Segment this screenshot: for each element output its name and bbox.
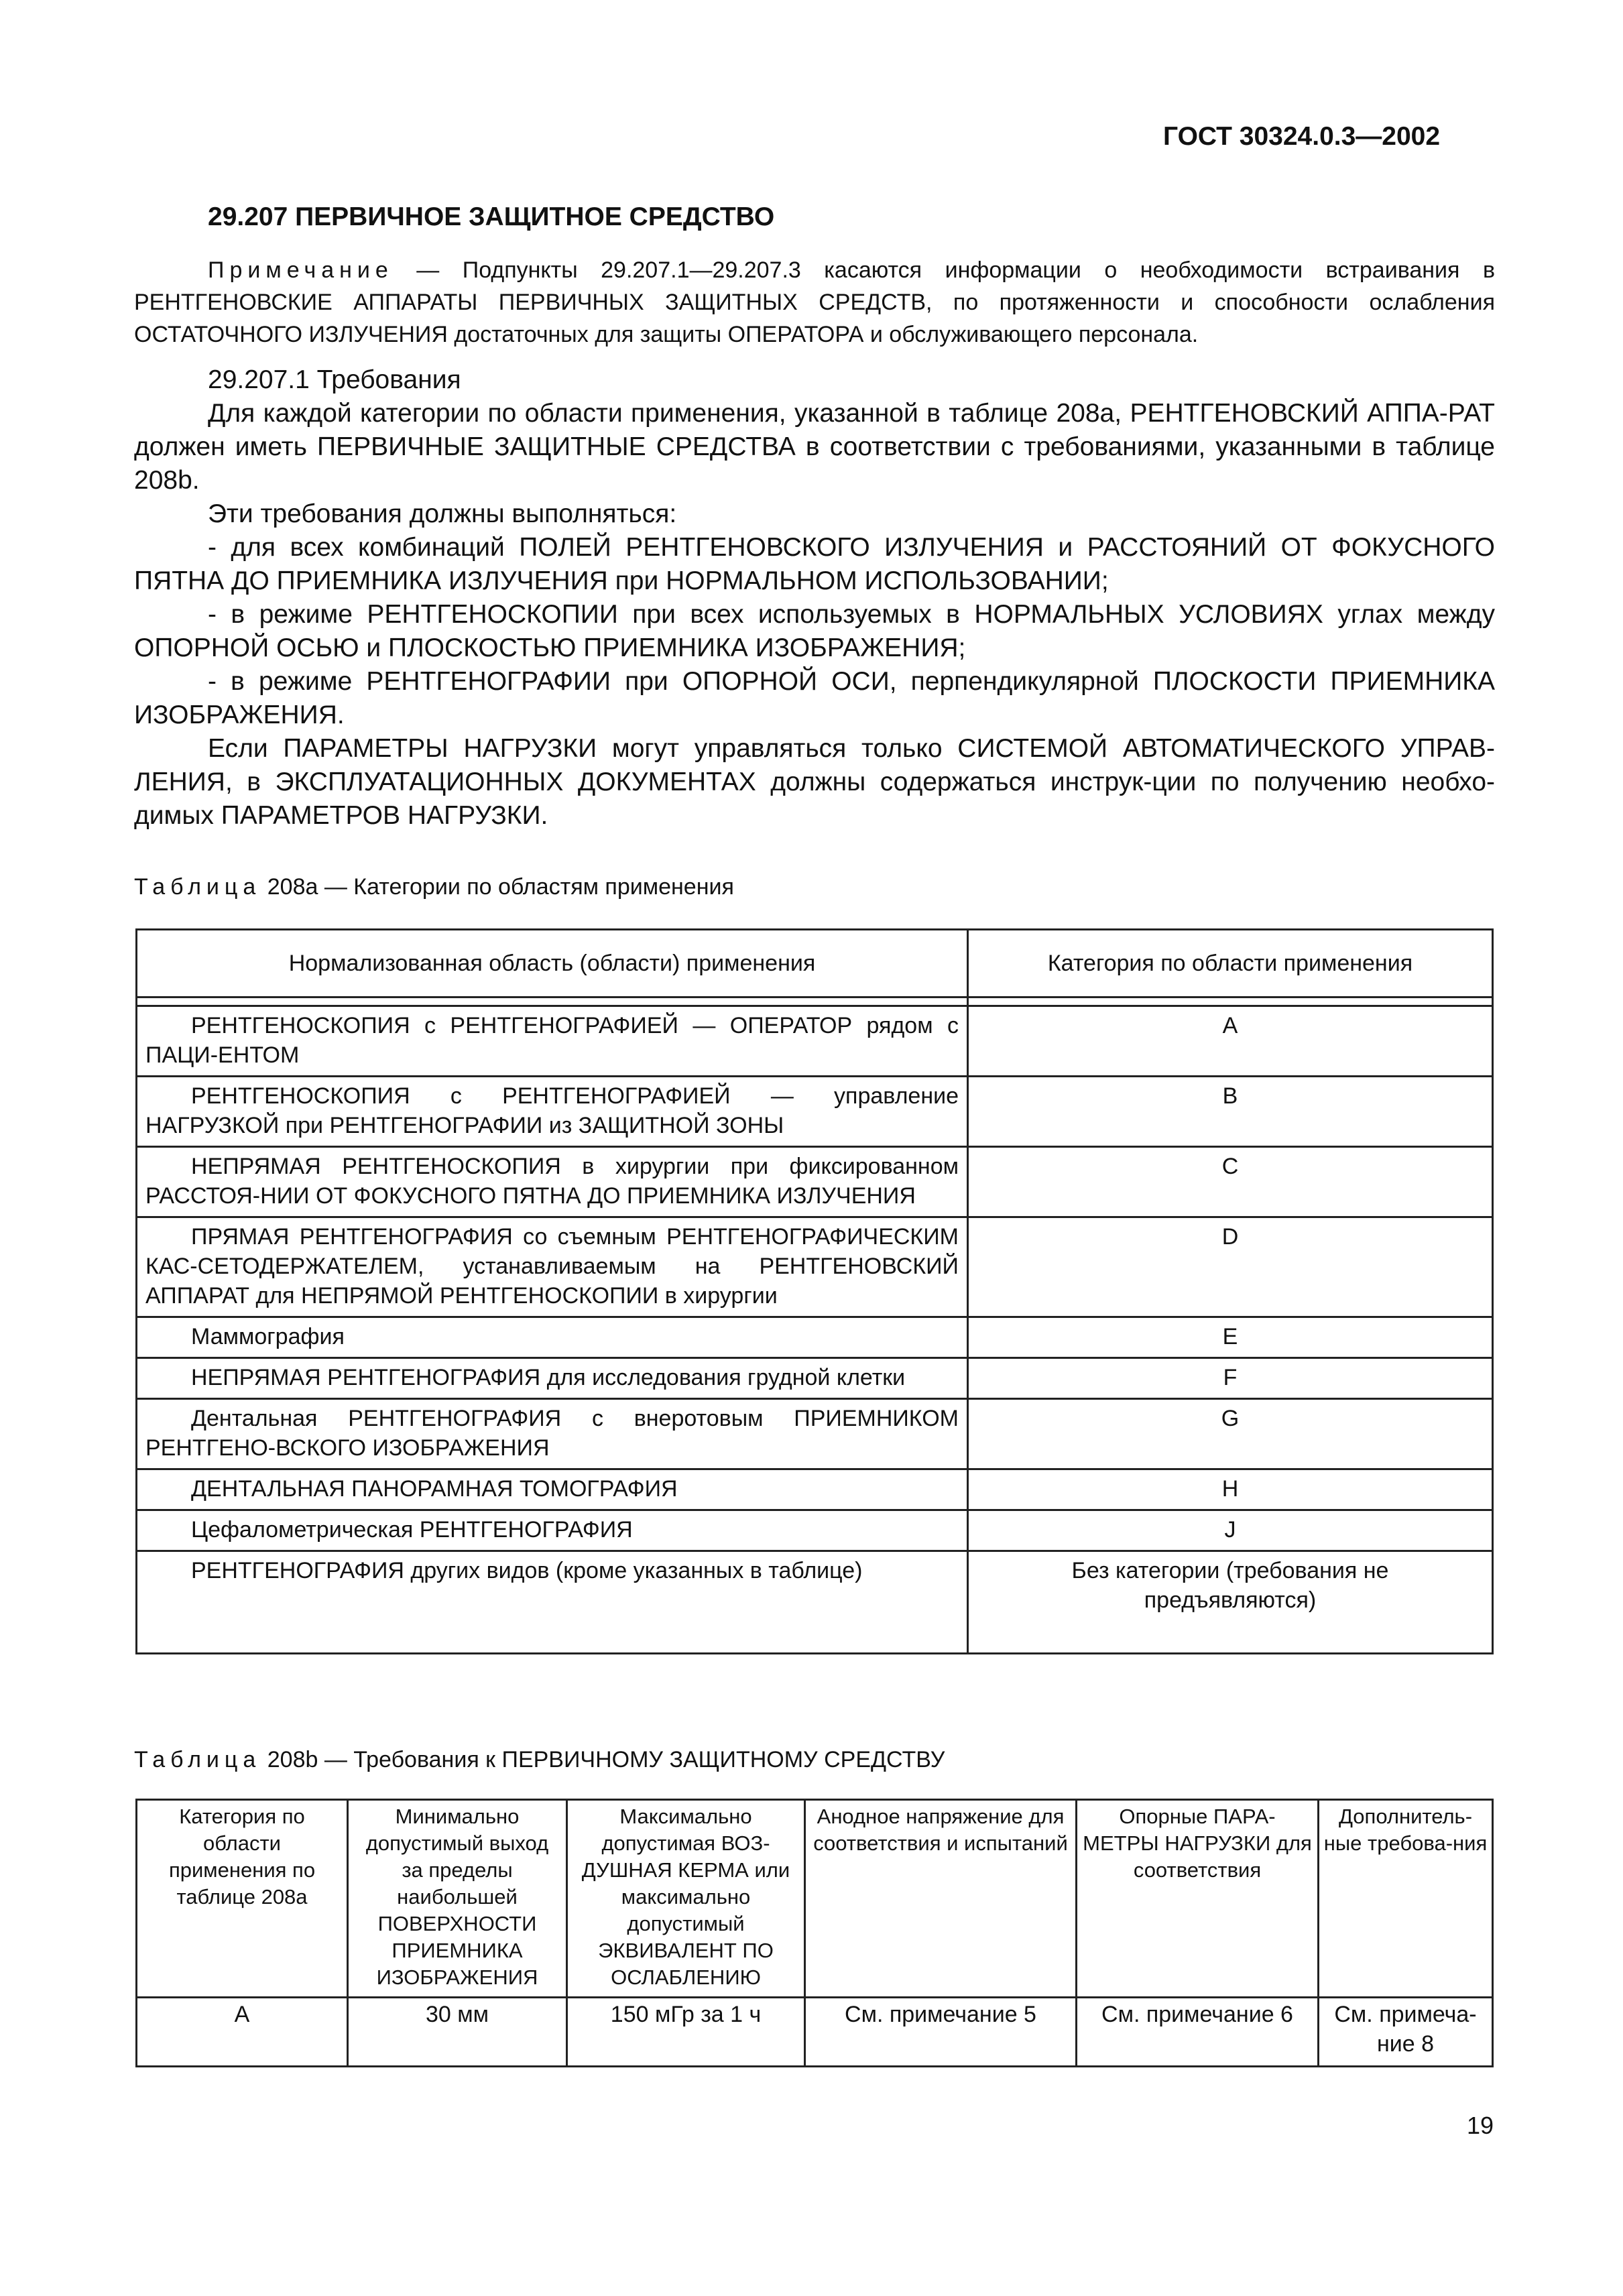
document-id: ГОСТ 30324.0.3—2002: [1163, 122, 1441, 151]
table-cell: Дентальная РЕНТГЕНОГРАФИЯ с внеротовым ПРИЕМНИКОМ РЕНТГЕНО-ВСКОГО ИЗОБРАЖЕНИЯ: [137, 1399, 968, 1469]
table-208b: [135, 1799, 1494, 2067]
body-list-item: - в режиме РЕНТГЕНОСКОПИИ при всех используемых в НОРМАЛЬНЫХ УСЛОВИЯХ углах между ОПОРНОЙ ОСЬЮ и ПЛОСКОСТЬЮ ПРИЕМНИКА ИЗОБРАЖЕНИЯ;: [134, 600, 1495, 662]
table-cell: ДЕНТАЛЬНАЯ ПАНОРАМНАЯ ТОМОГРАФИЯ: [137, 1469, 968, 1510]
table-row: [137, 1217, 1493, 1317]
table-b-caption-text: 208b — Требования к ПЕРВИЧНОМУ ЗАЩИТНОМУ СРЕДСТВУ: [261, 1747, 945, 1772]
table-cell: С: [968, 1147, 1493, 1217]
table-header-cell: Максимально допустимая ВОЗ-ДУШНАЯ КЕРМА или максимально допустимый ЭКВИВАЛЕНТ ПО ОСЛАБЛЕНИЮ: [567, 1800, 805, 1998]
table-cell: G: [968, 1399, 1493, 1469]
table-b-caption-lead: Таблица: [134, 1747, 261, 1772]
body-paragraph: Для каждой категории по области применения, указанной в таблице 208а, РЕНТГЕНОВСКИЙ АППА-РАТ должен иметь ПЕРВИЧНЫЕ ЗАЩИТНЫЕ СРЕДСТВА в соответствии с требованиями, указанными в таблице 208b.: [134, 399, 1495, 495]
note-paragraph: [134, 254, 1495, 351]
table-header-cell: Опорные ПАРА-МЕТРЫ НАГРУЗКИ для соответствия: [1077, 1800, 1319, 1998]
table-header-cell: Дополнитель-ные требова-ния: [1319, 1800, 1493, 1998]
table-row: [137, 1551, 1493, 1654]
table-cell: Е: [968, 1317, 1493, 1358]
body-text: [134, 363, 1495, 833]
subsection-heading: 29.207.1 Требования: [208, 365, 461, 394]
table-row: [137, 1358, 1493, 1399]
table-cell: J: [968, 1510, 1493, 1551]
table-b-caption: [134, 1747, 945, 1773]
section-title: 29.207 ПЕРВИЧНОЕ ЗАЩИТНОЕ СРЕДСТВО: [208, 202, 775, 231]
table-row: [137, 1469, 1493, 1510]
table-header-cell: Минимально допустимый выход за пределы наибольшей ПОВЕРХНОСТИ ПРИЕМНИКА ИЗОБРАЖЕНИЯ: [348, 1800, 567, 1998]
table-header-cell: Категория по области применения: [968, 930, 1493, 998]
table-cell: НЕПРЯМАЯ РЕНТГЕНОСКОПИЯ в хирургии при фиксированном РАССТОЯ-НИИ ОТ ФОКУСНОГО ПЯТНА ДО ПРИЕМНИКА ИЗЛУЧЕНИЯ: [137, 1147, 968, 1217]
body-list-item: - в режиме РЕНТГЕНОГРАФИИ при ОПОРНОЙ ОСИ, перпендикулярной ПЛОСКОСТИ ПРИЕМНИКА ИЗОБРАЖЕНИЯ.: [134, 667, 1495, 729]
table-cell: F: [968, 1358, 1493, 1399]
table-row: [137, 1147, 1493, 1217]
table-a-caption-text: 208а — Категории по областям применения: [261, 874, 734, 900]
table-header-cell: Анодное напряжение для соответствия и испытаний: [805, 1800, 1077, 1998]
table-cell: Н: [968, 1469, 1493, 1510]
body-paragraph: Если ПАРАМЕТРЫ НАГРУЗКИ могут управляться только СИСТЕМОЙ АВТОМАТИЧЕСКОГО УПРАВ-ЛЕНИЯ, в ЭКСПЛУАТАЦИОННЫХ ДОКУМЕНТАХ должны содержаться инструк-ции по получению необхо-димых ПАРАМЕТРОВ НАГРУЗКИ.: [134, 734, 1495, 830]
table-cell: В: [968, 1077, 1493, 1147]
table-cell: 30 мм: [348, 1998, 567, 2067]
table-row: [137, 1998, 1493, 2067]
table-a-caption: [134, 874, 734, 900]
table-cell: 150 мГр за 1 ч: [567, 1998, 805, 2067]
table-row: [137, 1077, 1493, 1147]
body-list-item: - для всех комбинаций ПОЛЕЙ РЕНТГЕНОВСКОГО ИЗЛУЧЕНИЯ и РАССТОЯНИЙ ОТ ФОКУСНОГО ПЯТНА ДО ПРИЕМНИКА ИЗЛУЧЕНИЯ при НОРМАЛЬНОМ ИСПОЛЬЗОВАНИИ;: [134, 533, 1495, 595]
body-paragraph: Эти требования должны выполняться:: [208, 499, 677, 528]
table-header-cell: Категория по области применения по таблице 208а: [137, 1800, 348, 1998]
table-cell: РЕНТГЕНОСКОПИЯ с РЕНТГЕНОГРАФИЕЙ — ОПЕРАТОР рядом с ПАЦИ-ЕНТОМ: [137, 1006, 968, 1077]
table-cell: См. примечание 5: [805, 1998, 1077, 2067]
note-lead: Примечание: [208, 257, 394, 283]
table-row: [137, 1006, 1493, 1077]
table-cell: А: [137, 1998, 348, 2067]
table-cell: Цефалометрическая РЕНТГЕНОГРАФИЯ: [137, 1510, 968, 1551]
table-cell: Без категории (требования не предъявляются): [968, 1551, 1493, 1654]
table-cell: РЕНТГЕНОСКОПИЯ с РЕНТГЕНОГРАФИЕЙ — управление НАГРУЗКОЙ при РЕНТГЕНОГРАФИИ из ЗАЩИТНОЙ ЗОНЫ: [137, 1077, 968, 1147]
table-a-caption-lead: Таблица: [134, 874, 261, 900]
table-row: [137, 1510, 1493, 1551]
table-row: [137, 1317, 1493, 1358]
page-number: 19: [1467, 2112, 1494, 2139]
table-cell: См. примеча-ние 8: [1319, 1998, 1493, 2067]
note-text: — Подпункты 29.207.1—29.207.3 касаются информации о необходимости встраивания в РЕНТГЕНОВСКИЕ АППАРАТЫ ПЕРВИЧНЫХ ЗАЩИТНЫХ СРЕДСТВ, по протяженности и способности ослабления ОСТАТОЧНОГО ИЗЛУЧЕНИЯ достаточных для защиты ОПЕРАТОРА и обслуживающего персонала.: [134, 257, 1495, 347]
table-cell: ПРЯМАЯ РЕНТГЕНОГРАФИЯ со съемным РЕНТГЕНОГРАФИЧЕСКИМ КАС-СЕТОДЕРЖАТЕЛЕМ, устанавливаемым на РЕНТГЕНОВСКИЙ АППАРАТ для НЕПРЯМОЙ РЕНТГЕНОСКОПИИ в хирургии: [137, 1217, 968, 1317]
table-header-cell: Нормализованная область (области) применения: [137, 930, 968, 998]
table-cell: Маммография: [137, 1317, 968, 1358]
table-cell: D: [968, 1217, 1493, 1317]
table-cell: НЕПРЯМАЯ РЕНТГЕНОГРАФИЯ для исследования грудной клетки: [137, 1358, 968, 1399]
table-cell: См. примечание 6: [1077, 1998, 1319, 2067]
table-row: [137, 1399, 1493, 1469]
table-cell: А: [968, 1006, 1493, 1077]
table-208a: [135, 928, 1494, 1654]
table-cell: РЕНТГЕНОГРАФИЯ других видов (кроме указанных в таблице): [137, 1551, 968, 1654]
